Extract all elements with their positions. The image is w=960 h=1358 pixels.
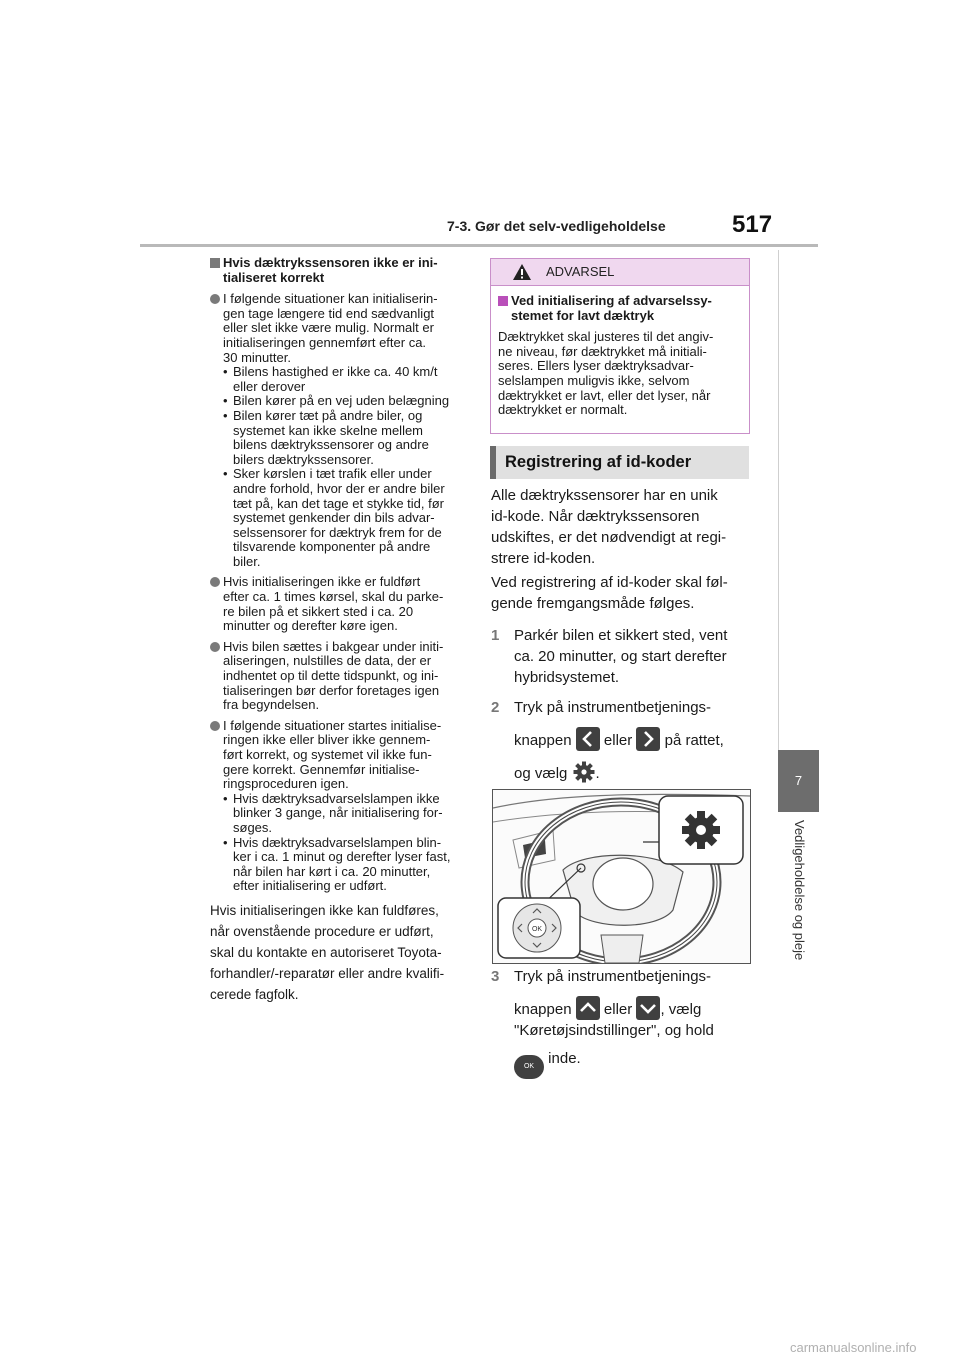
steering-wheel-illustration bbox=[492, 789, 751, 964]
step-text-fragment: eller bbox=[603, 1001, 633, 1018]
step-text-line bbox=[514, 727, 749, 751]
closing-paragraph: Hvis initialiseringen ikke kan fuldføres, når ovenstående procedure er udført, skal du kontakte en autoriseret Toyota- forhandler/-reparatør eller andre kvalifi- cerede fagfolk. bbox=[210, 902, 445, 1002]
side-divider bbox=[778, 250, 820, 750]
footer bbox=[0, 1340, 960, 1358]
left-arrow-button-icon bbox=[576, 727, 600, 751]
left-column bbox=[210, 256, 466, 1005]
step-text-line: Tryk på instrumentbetjenings- bbox=[514, 968, 712, 985]
round-bullet-icon bbox=[210, 721, 220, 731]
section-header: 7-3. Gør det selv-vedligeholdelse bbox=[447, 218, 666, 234]
ok-button-icon: OK bbox=[514, 1055, 544, 1079]
step-text-fragment: og vælg bbox=[514, 765, 568, 782]
chapter-tab[interactable]: 7 bbox=[778, 750, 819, 812]
sub-item: • Bilen kører på en vej uden belægning bbox=[223, 394, 466, 409]
right-arrow-button-icon bbox=[636, 727, 660, 751]
square-bullet-icon bbox=[498, 296, 508, 306]
square-bullet-icon bbox=[210, 258, 220, 268]
round-bullet-icon bbox=[210, 294, 220, 304]
list-item-text: I følgende situationer startes initialise- ringen ikke eller bliver ikke gennem- ført korrekt, og systemet vil ikke fun- gere korrekt. Gennemfør initialise- ringsproceduren igen. bbox=[223, 717, 442, 792]
warning-triangle-icon bbox=[512, 263, 532, 281]
step-number: 3 bbox=[491, 968, 500, 985]
list-item bbox=[210, 640, 466, 713]
page-number: 517 bbox=[732, 211, 773, 238]
chapter-label: Vedligeholdelse og pleje bbox=[792, 820, 807, 961]
step-text-line: "Køretøjsindstillinger", og hold bbox=[514, 1022, 714, 1039]
warning-text: Dæktrykket skal justeres til det angiv- ne niveau, før dæktrykket må initiali- seres. Ellers lyser dæktryksadvar- selslampen muligvis ikke, selvom dæktrykket er lavt, eller det lyser, når dæktrykket er normalt. bbox=[498, 329, 714, 418]
step-number: 1 bbox=[491, 627, 500, 644]
step-text-line: Tryk på instrumentbetjenings- bbox=[514, 699, 712, 716]
warning-box bbox=[490, 258, 750, 434]
left-heading-text: Hvis dæktrykssensoren ikke er ini- tialiseret korrekt bbox=[223, 255, 438, 285]
step-number: 2 bbox=[491, 699, 500, 716]
sub-item: • Bilens hastighed er ikke ca. 40 km/t eller derover bbox=[223, 365, 466, 394]
list-item bbox=[210, 719, 466, 894]
round-bullet-icon bbox=[210, 577, 220, 587]
step-2 bbox=[491, 697, 749, 784]
list-item-text: Hvis initialiseringen ikke er fuldført efter ca. 1 times kørsel, skal du parke- re bilen på et sikkert sted i ca. 20 minutter og derefter køre igen. bbox=[223, 574, 444, 634]
settings-gear-icon bbox=[572, 760, 596, 784]
step-text-fragment: knappen bbox=[514, 1001, 572, 1018]
step-text-fragment: , vælg bbox=[660, 1001, 702, 1018]
section-title-bar bbox=[490, 446, 749, 479]
list-item-text: I følgende situationer kan initialiserin- gen tage længere tid end sædvanligt eller slet ikke være mulig. Normalt er initialiseringen gennemført efter ca. 30 minutter. bbox=[223, 291, 438, 365]
step-1 bbox=[491, 625, 749, 688]
warning-subheading-text: Ved initialisering af advarselssy- stemet for lavt dæktryk bbox=[511, 293, 712, 323]
left-heading bbox=[210, 256, 466, 285]
step-text: Parkér bilen et sikkert sted, vent ca. 20 minutter, og start derefter hybridsystemet. bbox=[514, 627, 728, 686]
sub-item: • Hvis dæktryksadvarselslampen ikke blinker 3 gange, når initialisering for- søges. bbox=[223, 792, 466, 836]
step-3 bbox=[491, 966, 749, 1079]
step-text-line bbox=[514, 760, 749, 784]
step-text bbox=[514, 697, 749, 784]
step-text-fragment: inde. bbox=[548, 1050, 581, 1067]
step-text-fragment: knappen bbox=[514, 732, 572, 749]
warning-title: ADVARSEL bbox=[546, 264, 615, 279]
sub-item: • Hvis dæktryksadvarselslampen blin- ker i ca. 1 minut og derefter lyser fast, når bilen har kørt i ca. 20 minutter, efter initialisering er udført. bbox=[223, 836, 466, 894]
list-item-text: Hvis bilen sættes i bakgear under initi- aliseringen, nulstilles de data, der er indhentet op til dette tidspunkt, og ini- tialiseringen bør derfor foretages igen fra begyndelsen. bbox=[223, 638, 444, 713]
list-item bbox=[210, 292, 466, 569]
list-item bbox=[210, 575, 466, 633]
up-arrow-button-icon bbox=[576, 996, 600, 1020]
warning-header bbox=[491, 259, 749, 286]
step-text-fragment: . bbox=[595, 765, 600, 782]
step-text bbox=[514, 966, 749, 1079]
steering-wheel-drawing bbox=[493, 790, 750, 963]
watermark-text: carmanualsonline.info bbox=[790, 1340, 917, 1355]
header-rule bbox=[140, 244, 818, 247]
step-text-line bbox=[514, 1048, 749, 1079]
section-title: Registrering af id-koder bbox=[505, 453, 692, 471]
down-arrow-button-icon bbox=[636, 996, 660, 1020]
intro-paragraph: Alle dæktrykssensorer har en unik id-kode. Når dæktrykssensoren udskiftes, er det nødvendigt at regi- strere id-koden. bbox=[491, 487, 727, 567]
sub-item: • Bilen kører tæt på andre biler, og systemet kan ikke skelne mellem bilens dæktrykssensorer og andre bilers dæktrykssensorer. bbox=[223, 409, 466, 467]
sub-item: • Sker kørslen i tæt trafik eller under andre forhold, hvor der er andre biler tæt på, kan det tage et stykke tid, før systemet genkender din bils advar- selssensorer for dæktryk frem for de tilsvarende komponenter på andre biler. bbox=[223, 467, 466, 569]
step-text-fragment: eller bbox=[603, 732, 633, 749]
illustration-ok-label: OK bbox=[531, 926, 543, 933]
warning-body bbox=[491, 286, 749, 418]
step-text-line bbox=[514, 996, 749, 1020]
step-text-fragment: på rattet, bbox=[664, 732, 724, 749]
warning-subheading bbox=[498, 294, 742, 323]
intro-paragraph-2: Ved registrering af id-koder skal føl- gende fremgangsmåde følges. bbox=[491, 574, 728, 612]
round-bullet-icon bbox=[210, 642, 220, 652]
